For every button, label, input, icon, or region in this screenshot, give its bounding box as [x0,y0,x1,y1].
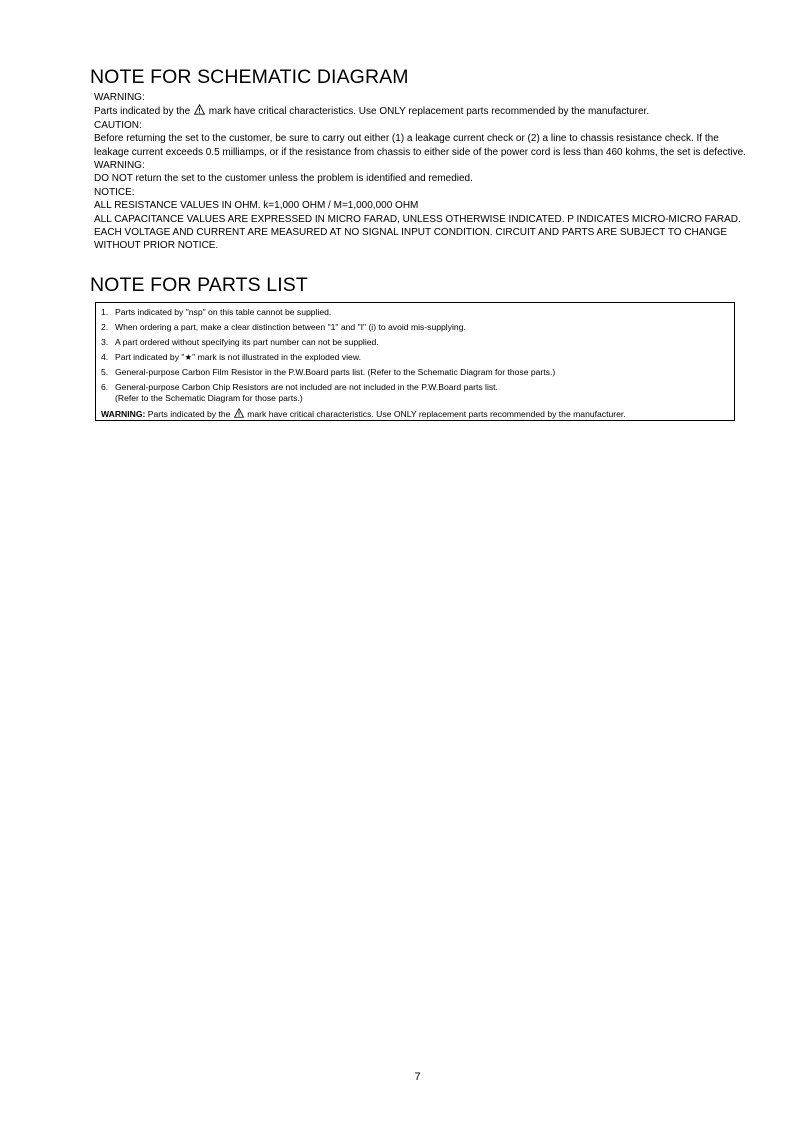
list-item [101,337,728,348]
item-text-main: General-purpose Carbon Chip Resistors are not included are not included in the P.W.Board parts list. [115,382,498,393]
parts-notes-list [101,307,728,404]
item-text [115,382,728,404]
parts-warning-text-before: Parts indicated by the [147,408,231,419]
item-number: 2. [101,322,109,333]
item-text: Part indicated by "★" mark is not illustrated in the exploded view. [115,352,361,363]
caution-heading: CAUTION: [94,119,142,131]
item-number: 6. [101,382,109,393]
warning-triangle-icon [234,408,244,418]
warning2-text: DO NOT return the set to the customer unless the problem is identified and remedied. [94,173,473,185]
list-item [101,322,728,333]
parts-list-notes-box [95,302,735,421]
item-number: 4. [101,352,109,363]
warning-triangle-icon [194,104,205,115]
warning-text [94,104,754,118]
parts-warning [101,408,728,420]
warning-heading: WARNING: [94,92,145,103]
item-text: Parts indicated by "nsp" on this table cannot be supplied. [115,307,332,317]
notice-heading: NOTICE: [94,186,135,198]
list-item [101,307,728,318]
item-number: 5. [101,367,109,378]
item-text: A part ordered without specifying its part number can not be supplied. [115,337,379,348]
schematic-notes [94,91,754,253]
caution-text: Before returning the set to the customer, be sure to carry out either (1) a leakage current check or (2) a line to chassis resistance check. If the leakage current exceeds 0.5 milliamps, or if the resistance from chassis to either side of the power cord is less than 460 kohms, the set is defective. [94,133,746,158]
warning-text-after: mark have critical characteristics. Use ONLY replacement parts recommended by the manufacturer. [208,106,650,118]
notice-line-capacitance: ALL CAPACITANCE VALUES ARE EXPRESSED IN MICRO FARAD, UNLESS OTHERWISE INDICATED. P INDICATES MICRO-MICRO FARAD. EACH VOLTAGE AND CURRENT ARE MEASURED AT NO SIGNAL INPUT CONDITION. CIRCUIT AND PARTS ARE SUBJECT TO CHANGE WITHOUT PRIOR NOTICE. [94,213,741,252]
item-text: When ordering a part, make a clear distinction between "1" and "I" (i) to avoid mis-supplying. [115,322,466,333]
item-text: General-purpose Carbon Film Resistor in the P.W.Board parts list. (Refer to the Schematic Diagram for those parts.) [115,367,556,378]
parts-warning-text-after: mark have critical characteristics. Use ONLY replacement parts recommended by the manufacturer. [247,408,626,419]
list-item [101,367,728,378]
list-item [101,382,728,404]
schematic-notes-title: NOTE FOR SCHEMATIC DIAGRAM [90,66,409,88]
parts-list-notes-title: NOTE FOR PARTS LIST [90,274,308,296]
item-text-sub: (Refer to the Schematic Diagram for those parts.) [115,393,303,404]
warning-text-before: Parts indicated by the [94,106,191,118]
notice-line-resistance: ALL RESISTANCE VALUES IN OHM. k=1,000 OHM / M=1,000,000 OHM [94,200,419,212]
page-number: 7 [414,1071,421,1083]
item-number: 3. [101,337,109,348]
warning2-heading: WARNING: [94,160,145,172]
parts-warning-label: WARNING: [101,408,146,419]
item-number: 1. [101,307,109,317]
list-item [101,352,728,363]
